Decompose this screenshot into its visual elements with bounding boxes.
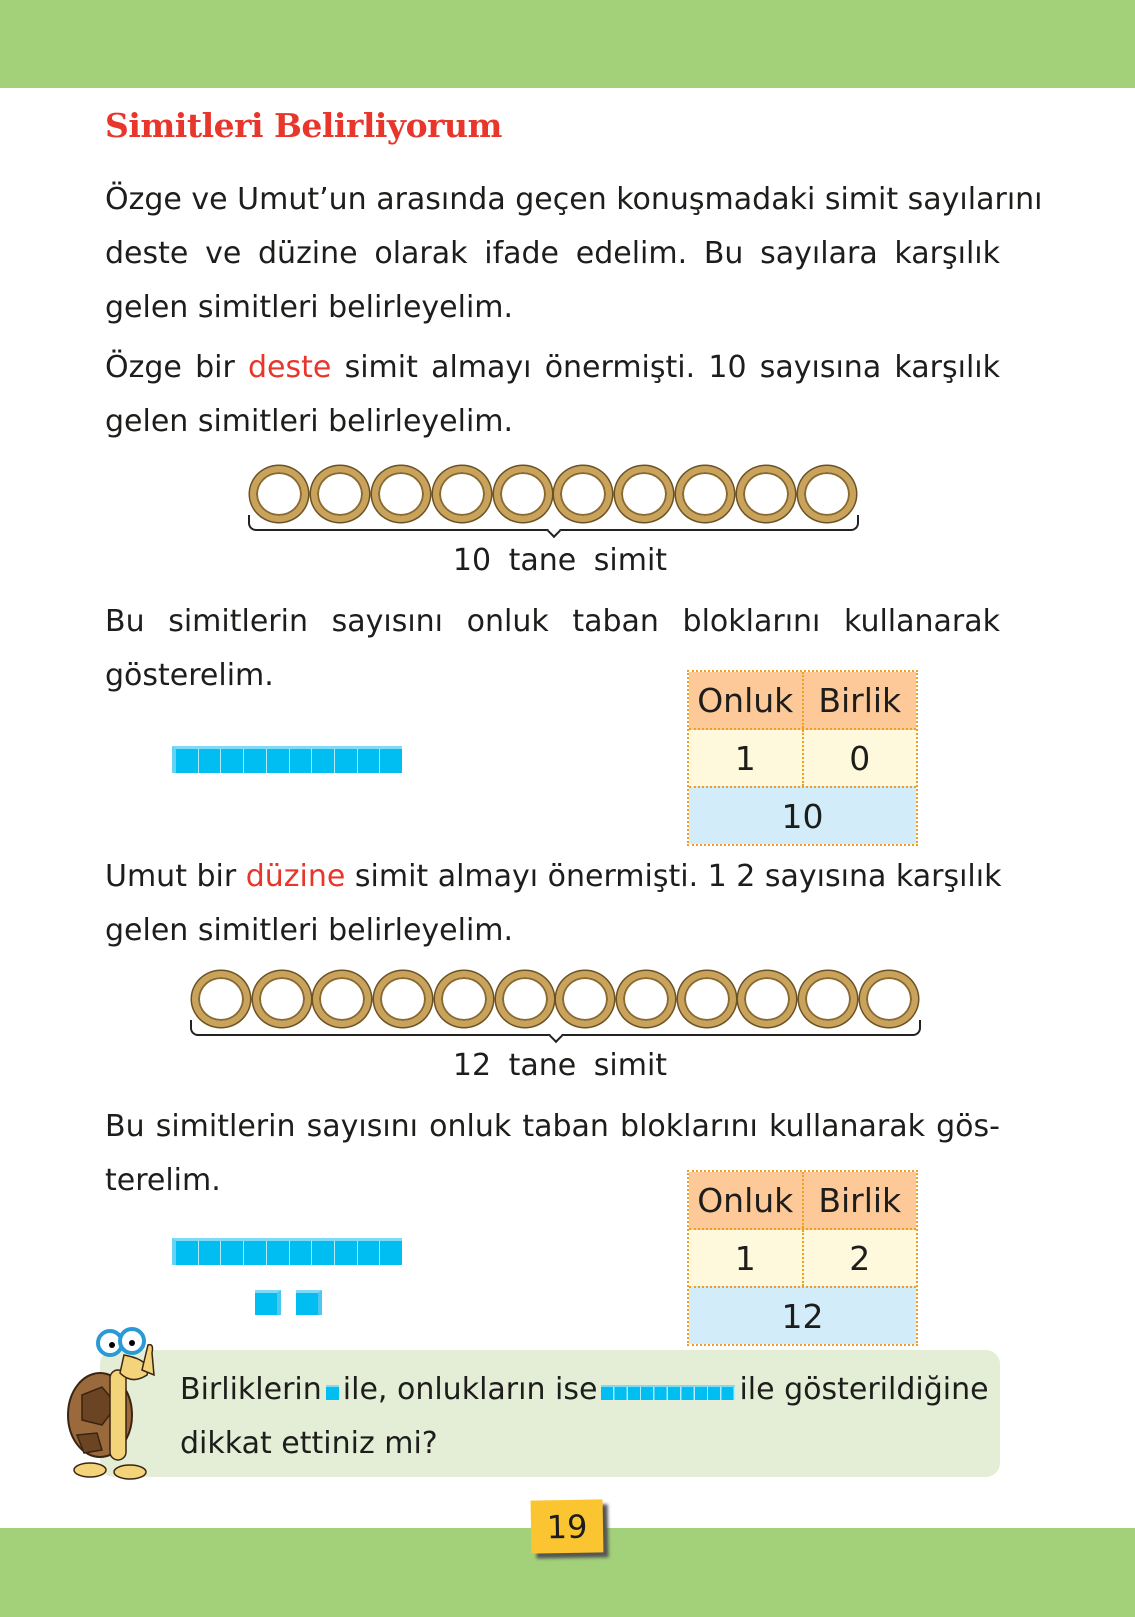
simit-icon <box>554 466 612 522</box>
intro-paragraph <box>105 173 1043 335</box>
caption-10: 10 tane simit <box>452 543 668 578</box>
simit-icon <box>556 971 614 1027</box>
ones-value: 2 <box>849 1238 871 1278</box>
total-value: 12 <box>781 1296 824 1336</box>
place-value-table-10 <box>687 670 918 846</box>
simit-row-10 <box>250 466 856 522</box>
simit-icon <box>617 971 675 1027</box>
simit-icon <box>433 466 491 522</box>
text: gelen simitleri belirleyelim. <box>105 404 514 439</box>
highlight-duzine: düzine <box>245 859 346 894</box>
text: terelim. <box>105 1163 221 1198</box>
text: Bu simitlerin sayısını onluk taban bloklarını kullanarak gös- <box>105 1109 1000 1144</box>
simit-icon <box>737 466 795 522</box>
tens-rod-icon <box>601 1385 735 1400</box>
text: Birliklerin <box>180 1372 322 1407</box>
simit-icon <box>372 466 430 522</box>
text: gösterelim. <box>105 658 274 693</box>
tens-value: 1 <box>689 730 804 786</box>
simit-icon <box>250 466 308 522</box>
turtle-mascot-icon <box>62 1325 167 1480</box>
simit-icon <box>253 971 311 1027</box>
text: dikkat ettiniz mi? <box>180 1426 438 1461</box>
simit-icon <box>860 971 918 1027</box>
place-value-table-12 <box>687 1170 918 1346</box>
text: gelen simitleri belirleyelim. <box>105 913 514 948</box>
simit-icon <box>738 971 796 1027</box>
simit-icon <box>494 466 552 522</box>
deste-paragraph <box>105 341 1000 449</box>
top-band <box>0 0 1135 88</box>
simit-row-12 <box>192 971 918 1027</box>
brace <box>248 515 859 531</box>
brace <box>190 1020 921 1036</box>
intro-line: gelen simitleri belirleyelim. <box>105 290 514 325</box>
simit-icon <box>311 466 369 522</box>
text: ile, onlukların ise <box>342 1372 598 1407</box>
simit-icon <box>192 971 250 1027</box>
ones-value: 0 <box>849 738 871 778</box>
simit-icon <box>435 971 493 1027</box>
simit-icon <box>798 466 856 522</box>
highlight-deste: deste <box>248 350 332 385</box>
tens-value: 1 <box>689 1230 804 1286</box>
total-value: 10 <box>781 796 824 836</box>
header-birlik: Birlik <box>818 1180 902 1220</box>
intro-line: deste ve düzine olarak ifade edelim. Bu sayılara karşılık <box>105 236 1000 271</box>
tens-rod <box>172 1238 402 1265</box>
text: Özge bir <box>105 350 248 385</box>
unit-cube <box>296 1290 322 1315</box>
unit-cube-icon <box>326 1385 339 1400</box>
note-text <box>180 1363 989 1471</box>
header-onluk: Onluk <box>689 1172 804 1228</box>
caption-12: 12 tane simit <box>452 1048 668 1083</box>
simit-icon <box>676 466 734 522</box>
header-onluk: Onluk <box>689 672 804 728</box>
intro-line: Özge ve Umut’un arasında geçen konuşmadaki simit sayılarını <box>105 182 1043 217</box>
text: simit almayı önermişti. 10 sayısına karşılık <box>331 350 1000 385</box>
text: ile gösterildiğine <box>739 1372 989 1407</box>
section-title: Simitleri Belirliyorum <box>105 106 502 145</box>
simit-icon <box>313 971 371 1027</box>
duzine-paragraph <box>105 850 1002 958</box>
simit-icon <box>678 971 736 1027</box>
header-birlik: Birlik <box>818 680 902 720</box>
text: Bu simitlerin sayısını onluk taban bloklarını kullanarak <box>105 604 1000 639</box>
text: simit almayı önermişti. 1 2 sayısına karşılık <box>345 859 1002 894</box>
simit-icon <box>615 466 673 522</box>
text: Umut bir <box>105 859 246 894</box>
tens-rod <box>172 746 402 773</box>
page-number: 19 <box>531 1499 604 1553</box>
simit-icon <box>374 971 432 1027</box>
simit-icon <box>799 971 857 1027</box>
simit-icon <box>496 971 554 1027</box>
unit-cube <box>255 1290 281 1315</box>
